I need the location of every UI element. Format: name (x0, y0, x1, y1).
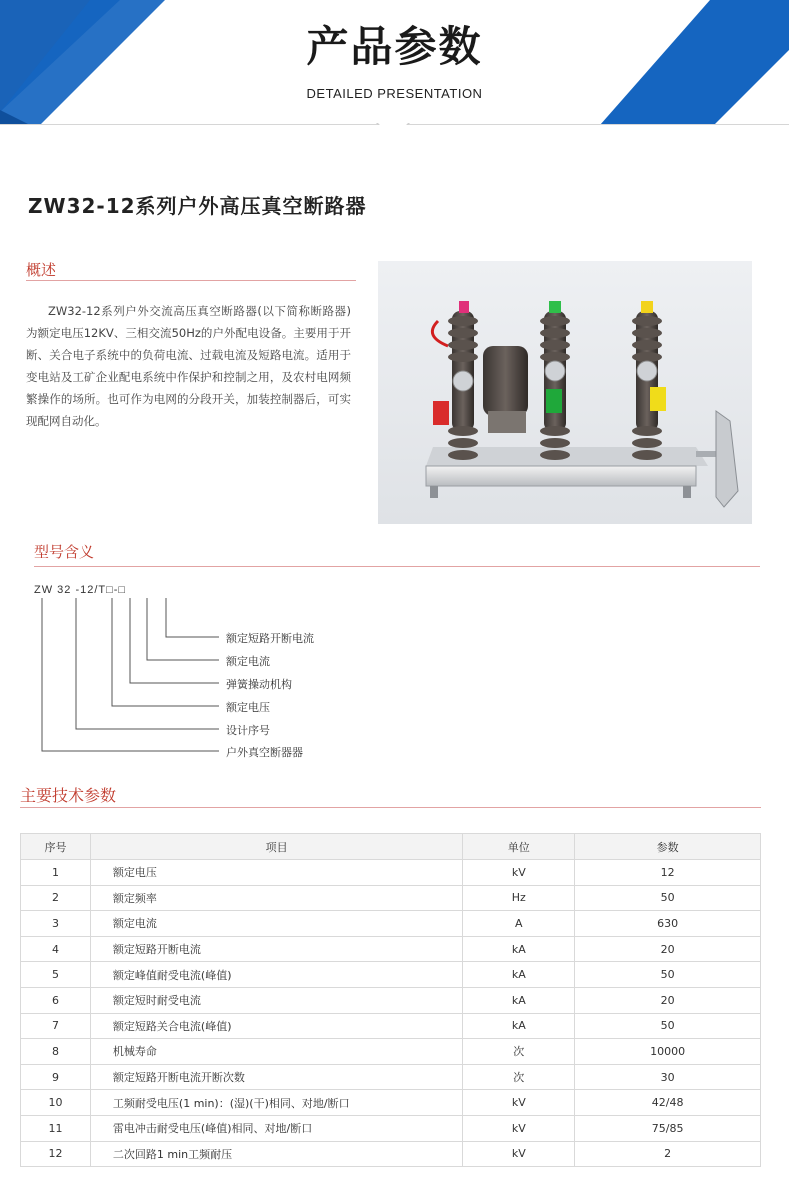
col-header-unit: 单位 (463, 834, 575, 860)
table-row: 3 额定电流 A 630 (21, 911, 761, 937)
col-header-value: 参数 (575, 834, 761, 860)
table-row: 8 机械寿命 次 10000 (21, 1039, 761, 1065)
model-label-6: 户外真空断器器 (226, 746, 303, 759)
table-row: 4 额定短路开断电流 kA 20 (21, 936, 761, 962)
model-code: ZW 32 -12/T□-□ (34, 584, 127, 596)
table-row: 11 雷电冲击耐受电压(峰值)相同、对地/断口 kV 75/85 (21, 1115, 761, 1141)
model-label-3: 弹簧操动机构 (226, 678, 292, 691)
model-label-5: 设计序号 (226, 724, 270, 737)
overview-text: ZW32-12系列户外交流高压真空断路器(以下简称断路器)为额定电压12KV、三相交流50Hz的户外配电设备。主要用于开断、关合电子系统中的负荷电流、过载电流及短路电流。适用于变电站及工矿企业配电系统中作保护和控制之用，及农村电网频繁操作的场所。也可作为电网的分段开关，加装控制器后，可实现配网自动化。 (26, 304, 351, 428)
params-table (20, 833, 761, 1167)
table-row: 9 额定短路开断电流开断次数 次 30 (21, 1064, 761, 1090)
table-row: 6 额定短时耐受电流 kA 20 (21, 987, 761, 1013)
col-header-item: 项目 (90, 834, 462, 860)
page-subtitle: DETAILED PRESENTATION (306, 86, 483, 101)
table-header-row (21, 834, 761, 860)
page-title: 产品参数 (306, 22, 483, 71)
model-label-2: 额定电流 (226, 655, 270, 668)
table-row: 10 工频耐受电压(1 min)：(湿)(干)相同、对地/断口 kV 42/48 (21, 1090, 761, 1116)
table-row: 5 额定峰值耐受电流(峰值) kA 50 (21, 962, 761, 988)
table-row: 12 二次回路1 min工频耐压 kV 2 (21, 1141, 761, 1167)
overview-heading: 概述 (26, 261, 57, 279)
table-row: 7 额定短路关合电流(峰值) kA 50 (21, 1013, 761, 1039)
model-label-4: 额定电压 (226, 701, 270, 714)
params-rule (20, 807, 761, 808)
col-header-index: 序号 (21, 834, 91, 860)
product-title: ZW32-12系列户外高压真空断路器 (28, 194, 367, 218)
params-heading: 主要技术参数 (20, 786, 117, 805)
table-row: 2 额定频率 Hz 50 (21, 885, 761, 911)
table-row: 1 额定电压 kV 12 (21, 860, 761, 886)
model-heading: 型号含义 (34, 543, 95, 561)
model-label-1: 额定短路开断电流 (226, 632, 314, 645)
